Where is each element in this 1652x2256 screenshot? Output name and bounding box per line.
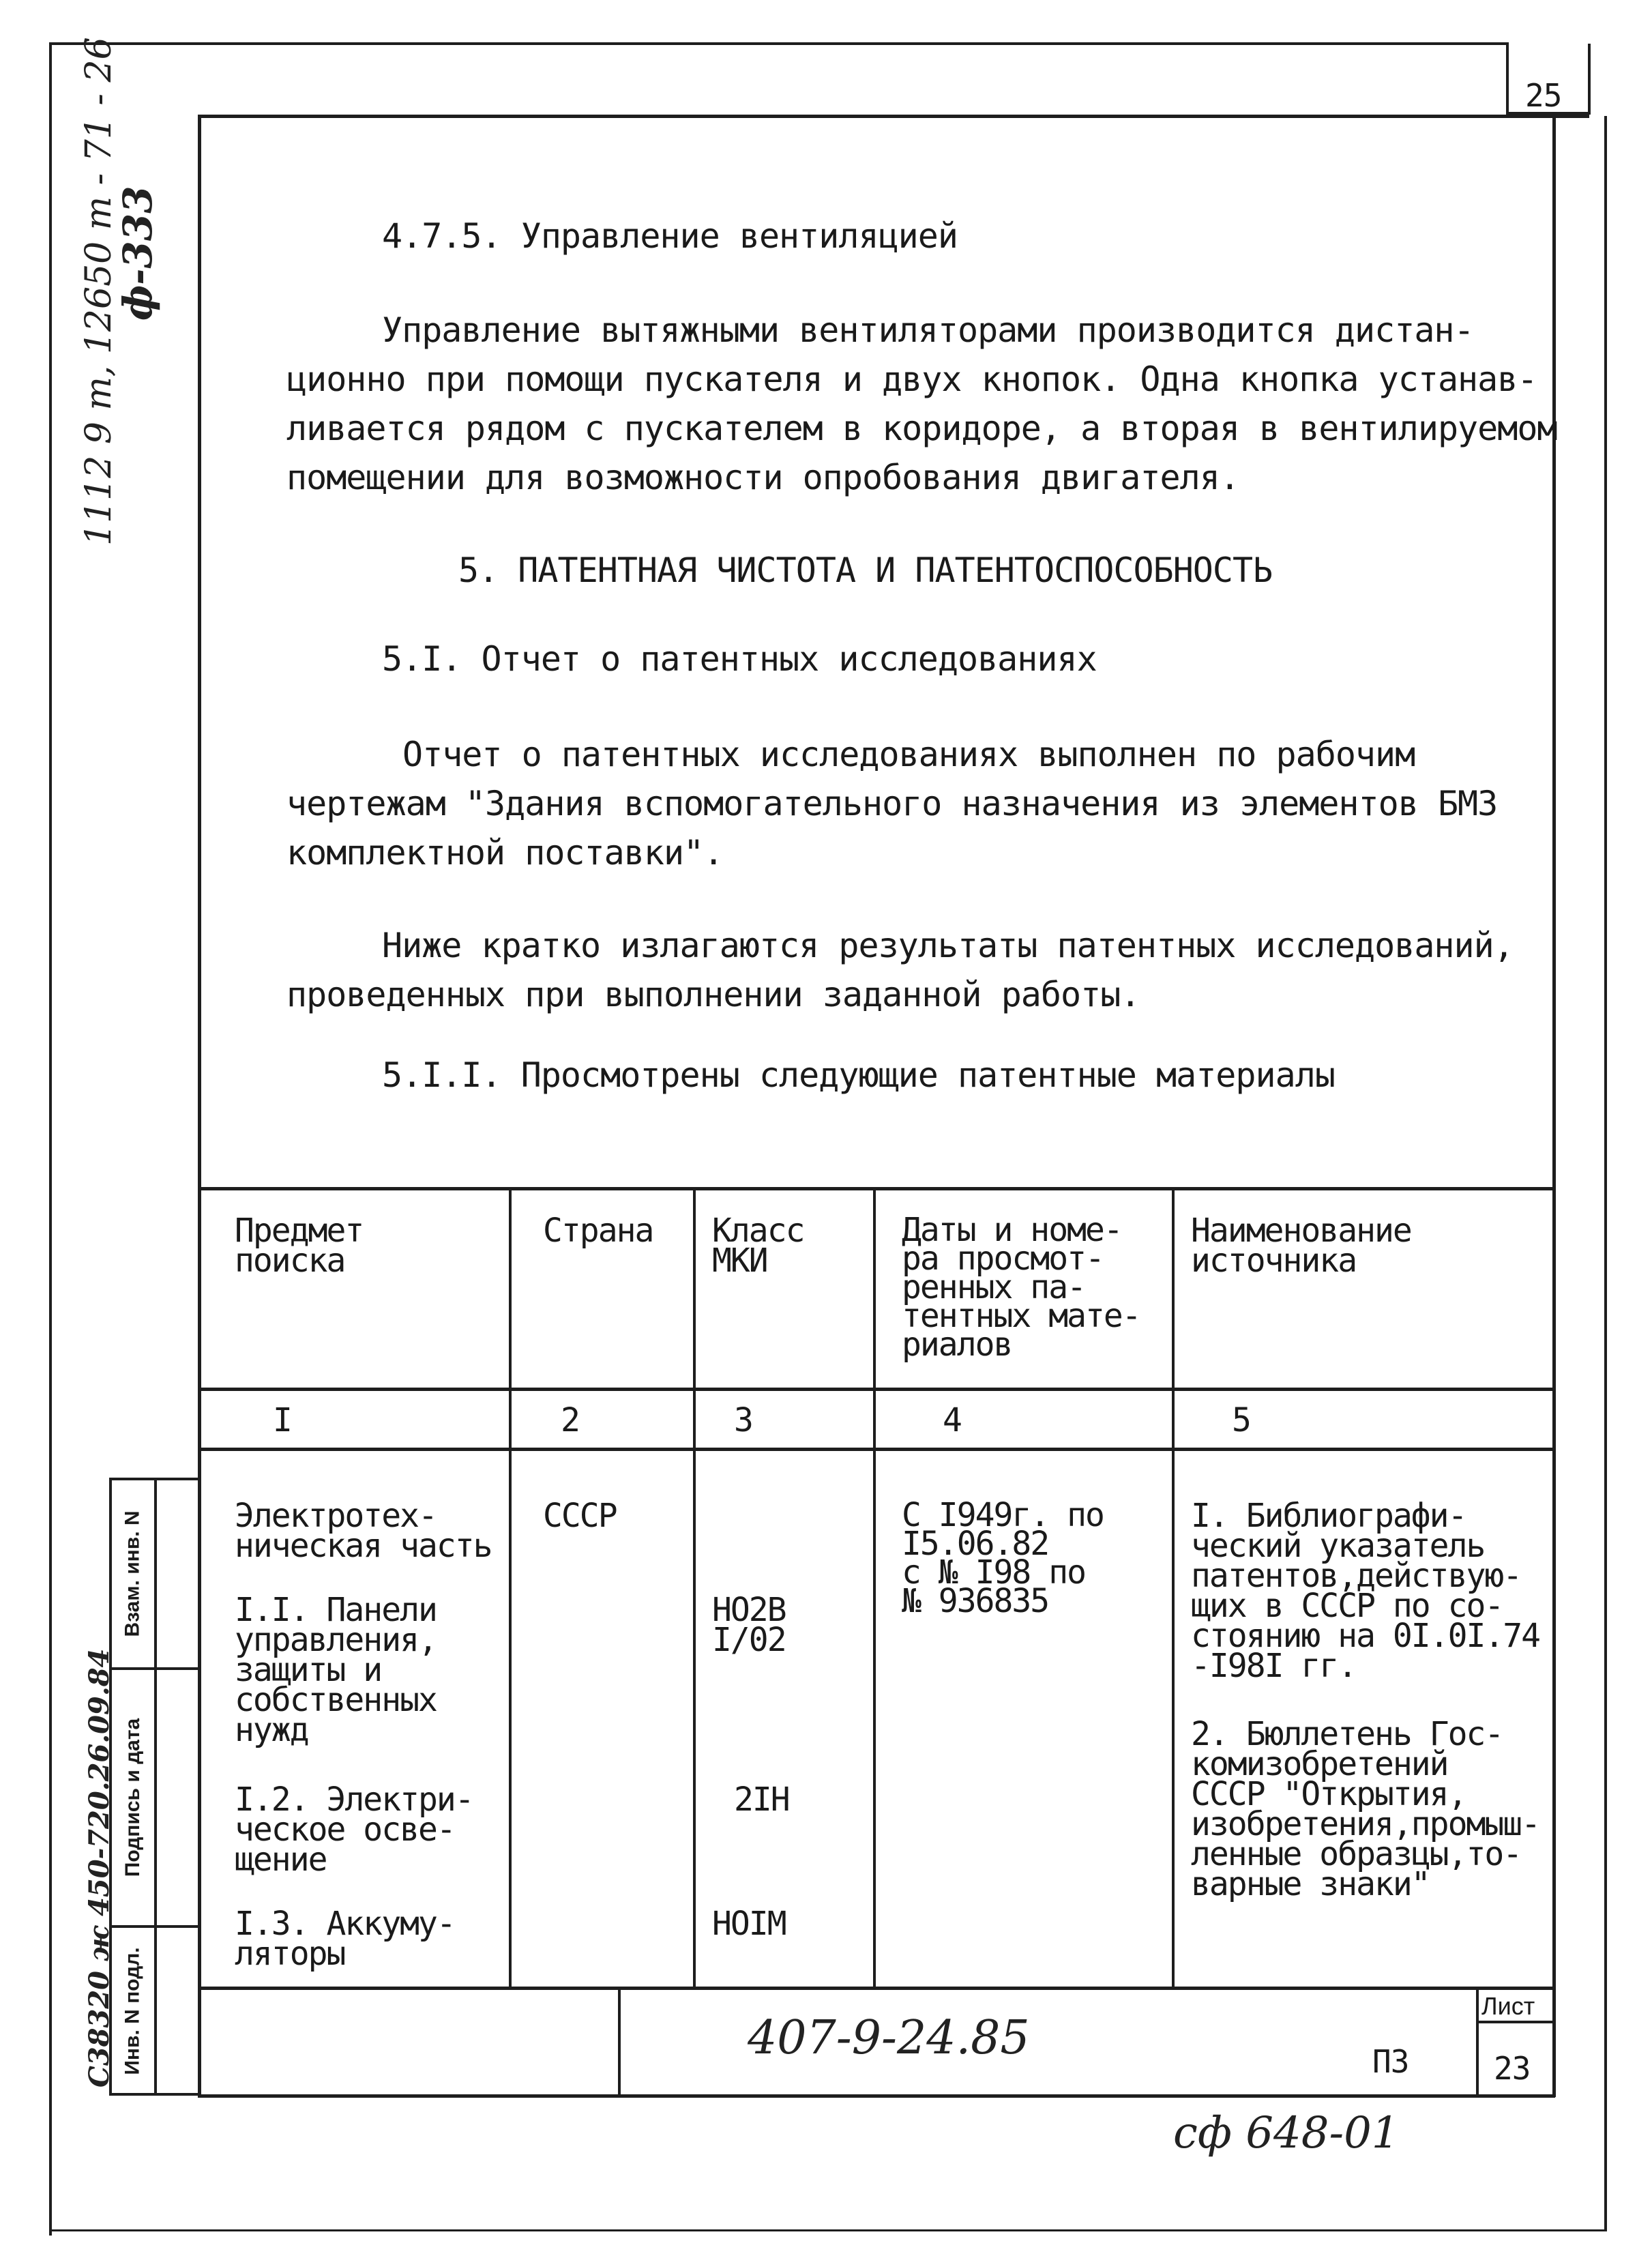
table-colnum-1: I: [273, 1401, 291, 1439]
table-colnum-5: 5: [1232, 1401, 1250, 1439]
table-row-electrical: Электротех- ническая часть: [235, 1497, 492, 1565]
sheet-label: Лист: [1481, 1992, 1535, 2020]
side-code-1: 1112 9 m, 12650 m - 71 - 26: [78, 37, 119, 546]
section-51-p1-line-1: Отчет о патентных исследованиях выполнен по рабочим: [402, 735, 1415, 774]
table-country-value: СССР: [543, 1497, 617, 1535]
table-class-batteries: НОIМ: [712, 1905, 786, 1943]
section-475-line-4: помещении для возможности опробования двигателя.: [286, 458, 1239, 497]
table-header-dates: Даты и номе- ра просмот- ренных па- тентных мате- риалов: [902, 1211, 1140, 1364]
stamp-label-inv-orig: Инв. N подл.: [121, 1947, 144, 2075]
stamp-label-replace-inv: Взам. инв. N: [121, 1510, 145, 1637]
sheet-label-divider: [1476, 2021, 1555, 2023]
stamp-strip-inner-divider: [154, 1478, 157, 2096]
table-bottom-border: [198, 1987, 1555, 1990]
table-row-batteries: I.3. Аккуму- ляторы: [235, 1905, 455, 1973]
title-block-doc-type: ПЗ: [1372, 2043, 1409, 2080]
table-number-divider: [198, 1448, 1555, 1451]
inner-frame-left: [198, 115, 201, 2097]
stamp-cell-replace-inv: [112, 1480, 154, 1667]
section-475-heading: 4.7.5. Управление вентиляцией: [382, 216, 958, 256]
page-number: 25: [1525, 77, 1562, 114]
table-class-panels: НО2В I/02: [712, 1591, 786, 1659]
table-header-country: Страна: [543, 1212, 653, 1250]
table-header-divider: [198, 1388, 1555, 1391]
table-source-2: 2. Бюллетень Гос- комизобретений СССР "Открытия, изобретения,промыш- ленные образцы,то- варные знаки": [1191, 1715, 1540, 1903]
title-block-doc-number: 407-9-24.85: [748, 2011, 1030, 2065]
table-col-divider-3: [873, 1187, 876, 1989]
table-header-subject: Предмет поиска: [235, 1212, 364, 1280]
table-colnum-3: 3: [734, 1401, 752, 1439]
section-51-heading: 5.I. Отчет о патентных исследованиях: [382, 639, 1097, 679]
side-code-2: ф-333: [115, 186, 161, 321]
section-51-p1-line-2: чертежам "Здания вспомогательного назначения из элементов БМЗ: [286, 784, 1498, 823]
table-colnum-4: 4: [943, 1401, 961, 1439]
section-475-line-3: ливается рядом с пускателем в коридоре, а вторая в вентилируемом: [286, 409, 1557, 448]
section-475-line-2: ционно при помощи пускателя и двух кнопок. Одна кнопка устанав-: [286, 360, 1537, 399]
table-row-lighting: I.2. Электри- ческое осве- щение: [235, 1781, 473, 1879]
stamp-cell-signature: [112, 1670, 154, 1925]
table-source-1: I. Библиографи- ческий указатель патентов,действую- щих в СССР по со- стоянию на 0I.0I.74 -I98I гг.: [1191, 1497, 1540, 1685]
sheet-number: 23: [1494, 2050, 1531, 2087]
stamp-cell-inv-orig: [112, 1928, 154, 2094]
outer-frame-bottom: [49, 2229, 1607, 2231]
outer-frame-right: [1604, 116, 1607, 2231]
table-col-divider-2: [693, 1187, 696, 1989]
footer-code: сф 648-01: [1173, 2108, 1400, 2158]
table-top-border: [198, 1187, 1555, 1190]
section-5-heading: 5. ПАТЕНТНАЯ ЧИСТОТА И ПАТЕНТОСПОСОБНОСТЬ: [458, 551, 1273, 590]
section-51-p2-line-2: проведенных при выполнении заданной работы.: [286, 975, 1140, 1014]
inner-frame-top: [198, 115, 1589, 118]
outer-frame-left: [49, 42, 52, 2236]
table-class-lighting: 2IН: [734, 1781, 789, 1819]
stamp-label-signature: Подпись и дата: [121, 1718, 145, 1877]
inner-frame-bottom: [198, 2094, 1555, 2098]
table-row-panels: I.I. Панели управления, защиты и собственных нужд: [235, 1591, 437, 1749]
stamp-signature: С38320 ж 450-720.26.09.84: [83, 1648, 115, 2087]
section-475-line-1: Управление вытяжными вентиляторами производится дистан-: [382, 310, 1474, 350]
section-51-p2-line-1: Ниже кратко излагаются результаты патентных исследований,: [382, 926, 1514, 965]
table-header-source: Наименование источника: [1191, 1212, 1411, 1280]
table-colnum-2: 2: [561, 1401, 579, 1439]
table-header-class: Класс МКИ: [712, 1212, 804, 1280]
title-block-divider: [618, 1989, 621, 2096]
table-col-divider-1: [509, 1187, 512, 1989]
table-dates-value: С I949г. по I5.06.82 с № I98 по № 936835: [902, 1496, 1104, 1620]
section-511-heading: 5.I.I. Просмотрены следующие патентные материалы: [382, 1055, 1335, 1095]
section-51-p1-line-3: комплектной поставки".: [286, 833, 724, 873]
table-col-divider-4: [1172, 1187, 1175, 1989]
outer-frame-top: [49, 42, 1509, 45]
